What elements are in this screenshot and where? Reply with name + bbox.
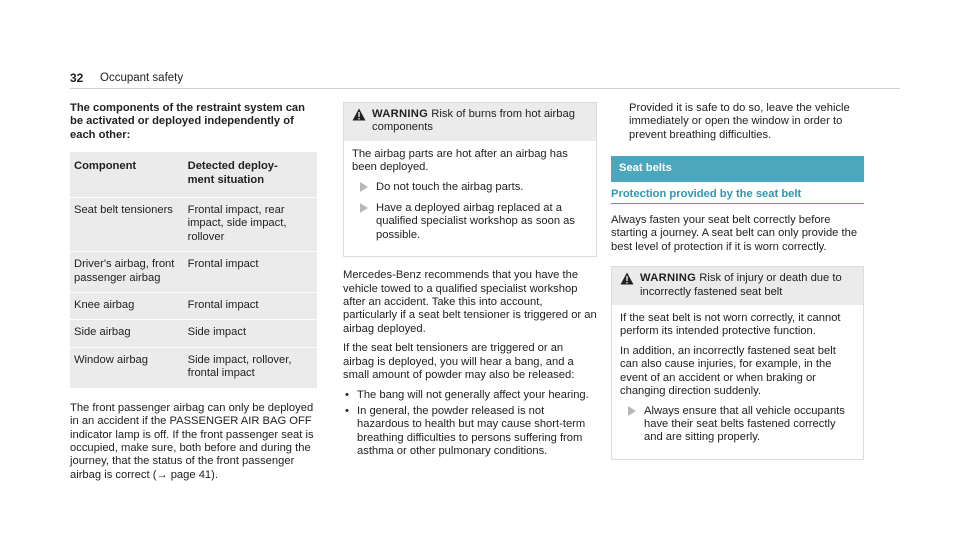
list-item-text: The bang will not generally affect your hearing. [357, 388, 589, 401]
seat-belts-section-title: Seat belts [611, 156, 864, 181]
recommendation-paragraph: Mercedes-Benz recommends that you have the vehicle towed to a qualified specialist workshop after an accident. Take this into account, particularly if a seat belt tensioner is triggered or an airbag deployed. [343, 269, 597, 335]
column-header-situation: Detected deploy- ment situation [184, 152, 317, 197]
instruction-step [352, 202, 588, 242]
warning-triangle-icon [352, 108, 366, 121]
table-row [70, 198, 317, 252]
warning-text: In addition, an incorrectly fastened seat belt can also cause injuries, for example, in the event of an accident or when braking or changing direction suddenly. [620, 344, 836, 398]
warning-label: WARNING [372, 108, 429, 120]
arrow-right-icon [628, 406, 636, 416]
table-cell: Window airbag [70, 347, 184, 387]
fasten-belt-paragraph: Always fasten your seat belt correctly before starting a journey. A seat belt can only provide the best level of protection if it is worn correctly. [611, 214, 858, 253]
instruction-step [352, 181, 588, 194]
warning-label: WARNING [640, 272, 697, 285]
table-header-row [70, 152, 317, 197]
page-number: 32 [70, 71, 84, 85]
table-cell: Knee airbag [70, 293, 184, 320]
warning-box-seat-belt [611, 266, 864, 459]
passenger-airbag-paragraph: The front passenger airbag can only be deployed in an accident if the PASSENGER AIR BAG OFF indicator lamp is off. If the front passenger seat is occupied, make sure, both before and during the journey, that the status of the front passenger airbag is correct (→ page 41). [70, 401, 314, 481]
table-cell: Driver's airbag, front passenger airbag [70, 252, 184, 293]
warning-text: The airbag parts are hot after an airbag has been deployed. [352, 147, 568, 174]
step-text: Do not touch the airbag parts. [376, 180, 524, 193]
components-table [70, 152, 317, 387]
table-cell: Frontal impact [184, 293, 317, 320]
list-item [343, 405, 597, 459]
table-cell: Side impact [184, 320, 317, 347]
table-row [70, 347, 317, 387]
protection-subheading: Protection provided by the seat belt [611, 188, 864, 204]
arrow-right-icon [360, 203, 368, 213]
warning-triangle-icon [620, 272, 634, 285]
bullet-dot: • [345, 388, 349, 401]
table-row [70, 293, 317, 320]
page-header [70, 70, 900, 86]
section-header-title: Occupant safety [100, 72, 184, 84]
list-item-text: In general, the powder released is not hazardous to health but may cause short-term breathing difficulties to persons suffering from asthma or other pulmonary conditions. [357, 404, 586, 458]
list-item [343, 389, 597, 402]
bullet-dot: • [345, 404, 349, 417]
effects-list [343, 389, 597, 459]
table-row [70, 252, 317, 293]
table-cell: Frontal impact [184, 252, 317, 293]
tensioner-paragraph: If the seat belt tensioners are triggered or an airbag is deployed, you will hear a bang, and a small amount of powder may also be released: [343, 342, 575, 382]
instruction-step [620, 405, 855, 445]
step-text: Always ensure that all vehicle occupants have their seat belts fastened correctly and are sitting properly. [644, 404, 845, 444]
leave-vehicle-paragraph: Provided it is safe to do so, leave the vehicle immediately or open the window in order to prevent breathing difficulties. [629, 102, 850, 141]
warning-box-burns [343, 102, 597, 257]
header-rule [70, 88, 900, 89]
warning-header [612, 267, 863, 305]
warning-body [344, 141, 596, 256]
step-text: Have a deployed airbag replaced at a qualified specialist workshop as soon as possible. [376, 202, 575, 241]
table-cell: Side impact, rollover, frontal impact [184, 347, 317, 387]
table-cell: Side airbag [70, 320, 184, 347]
left-column [70, 102, 317, 488]
table-cell: Seat belt tensioners [70, 198, 184, 252]
warning-body [612, 305, 863, 459]
heading-line: be activated or deployed independently of [70, 115, 294, 128]
heading-line: The components of the restraint system can [70, 102, 305, 114]
warning-text: If the seat belt is not worn correctly, it cannot perform its intended protective function. [620, 312, 841, 338]
right-column [611, 102, 864, 472]
column-header-component: Component [70, 152, 184, 197]
heading-line: each other: [70, 128, 131, 141]
warning-title: Risk of burns from hot airbag components [372, 108, 575, 134]
table-row [70, 320, 317, 347]
middle-column [343, 102, 597, 462]
warning-header [344, 103, 596, 141]
warning-title: Risk of injury or death due to incorrectly fastened seat belt [640, 272, 842, 298]
components-heading [70, 102, 317, 142]
table-cell: Frontal impact, rear impact, side impact, rollover [184, 198, 317, 252]
arrow-right-icon [360, 182, 368, 192]
